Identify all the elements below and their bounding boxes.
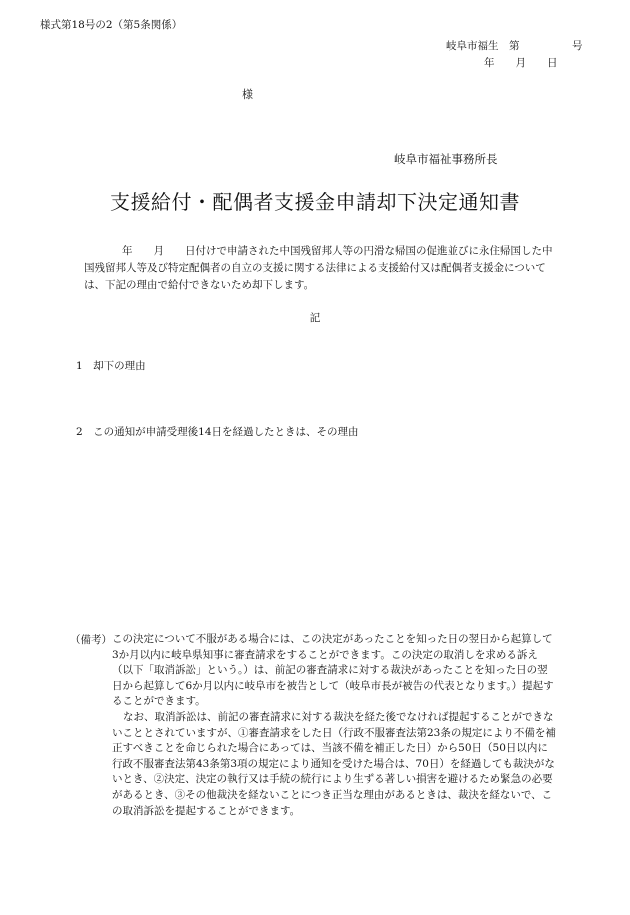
item-delay-reason: 2 この通知が申請受理後14日を経過したときは、その理由 [76,426,359,438]
remarks-label: （備考） [70,634,112,646]
remarks-paragraph: この決定について不服がある場合には、この決定があったことを知った日の翌日から起算して3か月以内に岐阜県知事に審査請求をすることができます。この決定の取消しを求める訴え（以下「取消訴訟」という。）は、前記の審査請求に対する裁決があったことを知った日の翌日から起算して6か月以内に岐阜市を被告として（岐阜市長が被告の代表となります。）提起することができます。 [112,633,554,708]
ki-marker: 記 [309,312,321,324]
document-date: 年 月 日 [484,57,558,69]
document-reference-number: 岐阜市福生 第 号 [446,40,583,52]
item-rejection-reason: 1 却下の理由 [76,360,146,372]
notice-body: 年 月 日付けで申請された中国残留邦人等の円滑な帰国の促進並びに永住帰国した中国残留邦人等及び特定配偶者の自立の支援に関する法律による支援給付又は配偶者支援金については、下記の理由で給付できないため却下します。 [84,245,553,291]
issuer-name: 岐阜市福祉事務所長 [394,152,498,166]
form-number: 様式第18号の2（第5条関係） [40,19,183,31]
remarks-body [112,632,556,819]
addressee-honorific: 様 [242,88,253,101]
document-title: 支援給付・配偶者支援金申請却下決定通知書 [110,190,520,214]
remarks-paragraph: なお、取消訴訟は、前記の審査請求に対する裁決を経た後でなければ提起することができないこととされていますが、①審査請求をした日（行政不服審査法第23条の規定により不備を補正すべきことを命じられた場合にあっては、当該不備を補正した日）から50日（50日以内に行政不服審査法第43条第3項の規定により通知を受けた場合は、70日）を経過しても裁決がないとき、②決定、決定の執行又は手続の続行により生ずる著しい損害を避けるため緊急の必要があるとき、③その他裁決を経ないことにつき正当な理由があるときは、裁決を経ないで、この取消訴訟を提起することができます。 [112,710,556,817]
